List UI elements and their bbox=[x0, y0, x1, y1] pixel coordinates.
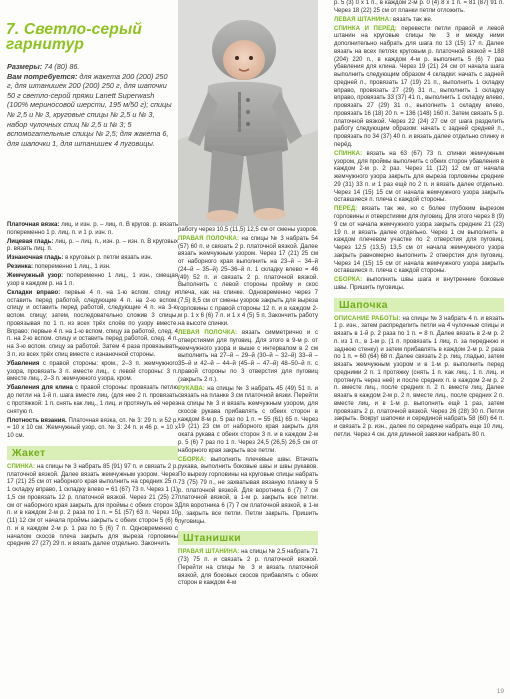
materials-label: Вам потребуется: bbox=[7, 71, 78, 81]
section-heading bbox=[334, 298, 504, 312]
paragraph bbox=[7, 290, 178, 360]
paragraph bbox=[7, 239, 178, 255]
paragraph bbox=[7, 255, 178, 263]
paragraph-text: на спицы № 3 набрать 54 (57) 60 п. и связать 2 р. платочной вязкой. Далее вязать жемчужным узором. Через 17 (21) 25 см от наборного края выполнить на 23–й – 34–й (24–й – 35–й) 25–36–й п. 1 складку влево = 46 (49) 52 п. и связать 2 р. платочной вязкой. Выполнить с левой стороны пройму и скос плеча, как на спинке. Одновременно через 7 (7,5) 8,5 см от смены узоров закрыть для выреза горловины с правой стороны 12 п. и в каждом 2-м р. 1 х 6 (6) 7 п. и 1 х 4 (5) 5 п. Закончить работу на высоте спинки. bbox=[178, 235, 318, 328]
paragraph bbox=[178, 236, 318, 329]
subsection-label: ПЕРЕД: bbox=[334, 206, 358, 213]
paragraph bbox=[334, 206, 504, 276]
paragraph-text: на спицы № 3 набрать 45 (49) 51 п. и связать на планке 3 см платочной вязки. Перейти на спицы № 3 и вязать жемчужным узором, для скосов рукава прибавлять с обеих сторон в каждом 8-м р. 5 раз по 1 п. = 55 (61) 65 п. Через 19 (21) 23 см от наборного края закрыть для оката рукава с обеих сторон 3 п. и в каждом 2-м р. 5 (6) 7 раз по 1 п. Через 24,5 (26,5) 26,5 см от наборного края закрыть все петли. bbox=[178, 385, 319, 454]
term-label: Жемчужный узор: bbox=[7, 273, 64, 280]
term-label: Складки вправо: bbox=[7, 289, 61, 296]
paragraph-text: перевести петли правой и левой штанин на круговые спицы № 3 и между ними дополнительно набрать для шага по 13 (15) 17 п. Далее вязать на всех петлях круговым р. платочной вязкой = 188 (204) 220 п., в каждом 4-м р. выполнить 5 (6) 7 раз убавления для клина. Через 19 (21) 24 см от начала шага выполнить следующим образом 4 складки: начать с задней средней п., провязать 17 (19) 21 п., выполнить 1 складку вправо, провязать 27 (29) 31 п., выполнить 1 складку вправо, провязать 33 (37) 41 п., выполнить 1 складку влево, провязать 27 (29) 31 п., выполнить 1 складку влево, провязать 16 (18) 20 п. = 136 (148) 160 п. Затем связать 5 р. платочной вязкой. Через 22 (24) 27 см от шага разделить работу следующим образом: начать с задней средней п., провязать по 34 (37) 40 п. и вязать далее отдельно спинку и перёд. bbox=[334, 25, 504, 148]
section-heading bbox=[178, 531, 318, 545]
paragraph bbox=[7, 273, 178, 289]
paragraph bbox=[7, 222, 178, 238]
section-heading-text: Жакет bbox=[12, 446, 46, 459]
paragraph-text: выполнить плечевые швы. Втачать рукава, выполнить боковые швы и швы рукавов. По вырезу горловины на круговые спицы набрать 73 (75) 79 п., не захватывая вязаную планку в 5 р. платочной вязкой. Для воротника 6 (7) 7 см платочной вязкой, в 1-м р. закрыть все петли. Для воротника 6 (7) 7 см платочной вязкой, в 1-м р. закрыть все петли. Петли закрыть. Пришить пуговицы. bbox=[178, 456, 318, 525]
paragraph-text: попеременно 1 лиц., 1 изн. bbox=[33, 264, 111, 271]
paragraph bbox=[334, 316, 504, 440]
paragraph-text: на спицы № 2,5 набрать 71 (73) 75 п. и связать 2 р. платочной вязкой. Перейти на спицы № 3 и вязать платочной вязкой, для боковых скосов прибавлять с обеих сторон в каждом 4-м bbox=[178, 549, 318, 587]
baby-photo bbox=[178, 0, 318, 226]
page-title: 7. Светло-серый гарнитур bbox=[6, 21, 143, 53]
column-3 bbox=[334, 0, 504, 441]
paragraph-text: вязать на 63 (67) 73 п. спинки жемчужным узором, для проймы выполнить с обеих сторон убавления в каждом 2-м р. 2 раз. Через 11 (12) 12 см от начала жемчужного узора закрыть для выреза горловины средние 29 (31) 33 п. и 1 раз ещё по 2 п. и вязать далее отдельно. Через 14 (15) 15 см от начала жемчужного узора закрыть оставшиеся п. плеча с каждой стороны. bbox=[334, 150, 504, 204]
term-label: Платочная вязка: bbox=[7, 222, 60, 228]
paragraph-text: р. 5 (3) 0 х 1 п., в каждом 2-м р. 0 (4) 8 х 1 п. = 81 (87) 91 п. Через 18 (22) 25 см от планки петли отложить. bbox=[334, 0, 504, 14]
sizes-value: 74 (80) 86. bbox=[42, 62, 80, 71]
section-heading bbox=[7, 446, 178, 460]
paragraph bbox=[178, 386, 318, 456]
subsection-label: РУКАВА: bbox=[178, 385, 205, 392]
materials-text: для жакета 200 (200) 250 г, для штанишек 200 (200) 250 г, для шапочки 50 г светло-серой пряжи Lanett Superwash (100% мериносовой шерсти, 195 м/50 г); спицы № 2,5 и № 3, круговые спицы № 2,5 и № 3, набор чулочных спиц № 2,5 и № 3; 5 вспомогательные спицы № 2,5; для жакета 6, для шапочки 1, для штанишек 4 пуговицы. bbox=[7, 71, 172, 148]
column-2 bbox=[178, 227, 318, 589]
term-label: Убавления bbox=[7, 360, 40, 367]
paragraph-text: в круговых р. петли вязать изн. bbox=[63, 255, 153, 262]
paragraph-text: выполнить швы шага и внутренние боковые швы. Пришить пуговицы. bbox=[334, 277, 504, 291]
paragraph bbox=[7, 418, 178, 441]
intro-block bbox=[7, 62, 175, 148]
subsection-label: СПИНКА: bbox=[7, 463, 36, 470]
paragraph bbox=[334, 277, 504, 293]
subsection-label: ОПИСАНИЕ РАБОТЫ: bbox=[334, 315, 401, 322]
subsection-label: СПИНКА И ПЕРЕД: bbox=[334, 25, 397, 32]
paragraph-text: на спицы № 3 набрать 4 п. и вязать 1 р. изн., затем распределить петли на 4 чулочные спицы и вязать в 1-й р. 2 раза по 1 п. = 8 п. Далее вязать в 2-м р. 2 п. из 1 п., в 1-м р. (1 п. провязать 1 лиц. п. за переднюю и заднюю стенку) и затем прибавлять в каждом 2-м р. 2 раза по 1 п. = 60 (64) 68 п. Далее связать 2 р. лиц. гладью, затем вязать жемчужным узором и в 1-м р. выполнить перед средними 2 п. 1 протяжку (снять 1 п. как лиц., 1 п. лиц. и протянуть через неё) и после средних п. в каждом 2-м р. 2 п. вместе лиц., после средних п. 2 п. вместе лиц. Далее вязать в каждом 2-м р. 2 п. вместе лиц., после средних 2 п. вместе лиц. и в 1-м р. выполнить ещё 1 раз, затем провязать 2 р. платочной вязкой. Через 26 (28) 30 п. Петли закрыть. Вокруг шапочки и серединой набрать 58 (60) 64 п. и связать 2 р. изн., далее по середине набрать еще 10 лиц. петли. Через 4 см. для длинной завязки набрать 80 п. bbox=[334, 315, 504, 438]
paragraph bbox=[178, 330, 318, 384]
paragraph-text: с правой стороны: провязать петлю до петли на 1-й п. шага вместе лиц. (для нее 2 п. провязать с протяжкой: 1 п. снять как лиц., 1 лиц. и протянуть её через снятую п. bbox=[7, 385, 178, 415]
paragraph bbox=[7, 361, 178, 384]
paragraph bbox=[7, 264, 178, 272]
subsection-label: СБОРКА: bbox=[178, 456, 207, 463]
subsection-label: ЛЕВАЯ ПОЛОЧКА: bbox=[178, 330, 238, 337]
baby-photo-illustration bbox=[178, 0, 318, 226]
paragraph-text: лиц. р. – лиц. п., изн. р. – изн. п. В круговых р. вязать лиц. п. bbox=[7, 238, 178, 253]
subsection-label: СПИНКА: bbox=[334, 150, 363, 157]
paragraph bbox=[334, 17, 504, 25]
paragraph-text: вязать симметрично и с отверстиями для пуговиц. Для этого в 9-м р. от жемчужного узора и выше с интервалом в 2 см выполнить на 27–й – 29–й (30–й – 32–й) 33–й – 35–й и 42–й – 44–й (45–й – 47–й) 48–50–й п. с правой стороны по 3 отверстия для пуговиц (закрыть 2 п.). bbox=[178, 330, 318, 383]
paragraph bbox=[178, 457, 318, 527]
page-number: 19 bbox=[496, 688, 504, 695]
term-label: Убавления для клина bbox=[7, 385, 73, 392]
paragraph bbox=[334, 0, 504, 16]
paragraph-text: вязать так же. bbox=[391, 16, 433, 23]
term-label: Плотность вязания. bbox=[7, 417, 67, 424]
section-heading-text: Шапочка bbox=[339, 298, 388, 311]
paragraph-text: Платочная вязка, сп. № 3: 29 п. и 52 р. = 10 х 10 см. Жемчужный узор, сп. № 3: 24 п. и 46 р. = 10 х 10 см. bbox=[7, 417, 179, 439]
subsection-label: СБОРКА: bbox=[334, 277, 363, 284]
subsection-label: ПРАВАЯ ПОЛОЧКА: bbox=[178, 235, 240, 242]
paragraph bbox=[7, 464, 178, 549]
paragraph-text: работу через 10,5 (11,5) 12,5 см от смены узоров. bbox=[178, 227, 318, 233]
paragraph bbox=[178, 227, 318, 235]
paragraph-text: лиц. и изн. р. – лиц. п. В кругов. р. вязать попеременно 1 р. лиц. п. и 1 р. изн. п. bbox=[7, 222, 178, 236]
paragraph bbox=[334, 26, 504, 150]
paragraph-text: первые 4 п. на 1-ю вспом. спицу и оставить перед работой, следующие 4 п. на 2-ю вспом. спицу и оставить перед работой, следующие 4 п. на 3-ю вспом. спицу; затем, последовательно сложив 3 спицы, провязывая по 1 п. из всех трёх слоёв по узору вместе. Вправо: первые 4 п. на 1-ю вспом. спицу за работой, след. 4 п. на 2-ю вспом. спицу и оставить перед работой, след. 4 п. на 3-ю вспом. спицу за работой. Затем 4 раза провязывать 3 п. из всех трёх спиц вместе с изнаночной стороны. bbox=[7, 289, 178, 358]
column-1 bbox=[7, 222, 178, 550]
paragraph-text: вязать так же, но с более глубоким вырезом горловины и отверстиями для пуговиц. Для этого через 8 (9) 9 см от начала жемчужного узора закрыть средние 21 (23) 19 п. и вязать далее отдельно. Через 1 см выполнить в каждом плечевом участке по 2 отверстия для пуговиц. Через 12,5 (13,5) 13,5 см от начала жемчужного узора закрыть равномерно выполнить 2 отверстия для пуговиц. Через 14 (15) 15 см от начала жемчужного узора закрыть оставшиеся п. плеча с каждой стороны. bbox=[334, 206, 504, 275]
term-label: Резинка: bbox=[7, 264, 34, 271]
paragraph-text: с правой стороны: кром., 2–3 п. жемчужного узора, провязать 3 п. вместе лиц., с левой стороны: 3 п. вместе лиц., 2–3 п. жемчужного узора, кром. bbox=[7, 360, 178, 383]
paragraph bbox=[178, 549, 318, 588]
section-heading-text: Штанишки bbox=[183, 532, 241, 545]
term-label: Лицевая гладь: bbox=[7, 238, 54, 245]
sizes-label: Размеры: bbox=[7, 62, 43, 71]
paragraph-text: попеременно 1 лиц., 1 изн., смещая узор в каждом р. на 1 п. bbox=[7, 273, 178, 287]
term-label: Изнаночная гладь: bbox=[7, 255, 64, 262]
subsection-label: ЛЕВАЯ ШТАНИНА: bbox=[334, 16, 392, 23]
paragraph bbox=[334, 151, 504, 205]
paragraph-text: на спицы № 3 набрать 85 (91) 97 п. и связать 2 р. платочной вязкой. Далее вязать жемчужным узором. Через 17 (21) 25 см от наборного края выполнить на средних 25 п. 1 складку вправо, 1 складку влево = 61 (67) 73 п. Через 1 (1) 1,5 см провязать 12 р. платочной вязкой. Через 21 (25) 27 см от наборного края закрыть для проймы с обеих сторон 3 п. и в каждом 2-м р. 2 раза по 1 п. = 51 (57) 63 п. Через 10 (11) 12 см от начала проймы закрыть с обеих сторон 5 (6) 6 п. и в каждом 2-м р. 1 раз по 5 (6) 7 п. Одновременно с началом скосов плеча закрыть для выреза горловины средние 27 (27) 29 п. и вязать далее отдельно. Закончить bbox=[7, 463, 178, 548]
paragraph bbox=[7, 385, 178, 416]
subsection-label: ПРАВАЯ ШТАНИНА: bbox=[178, 549, 240, 556]
